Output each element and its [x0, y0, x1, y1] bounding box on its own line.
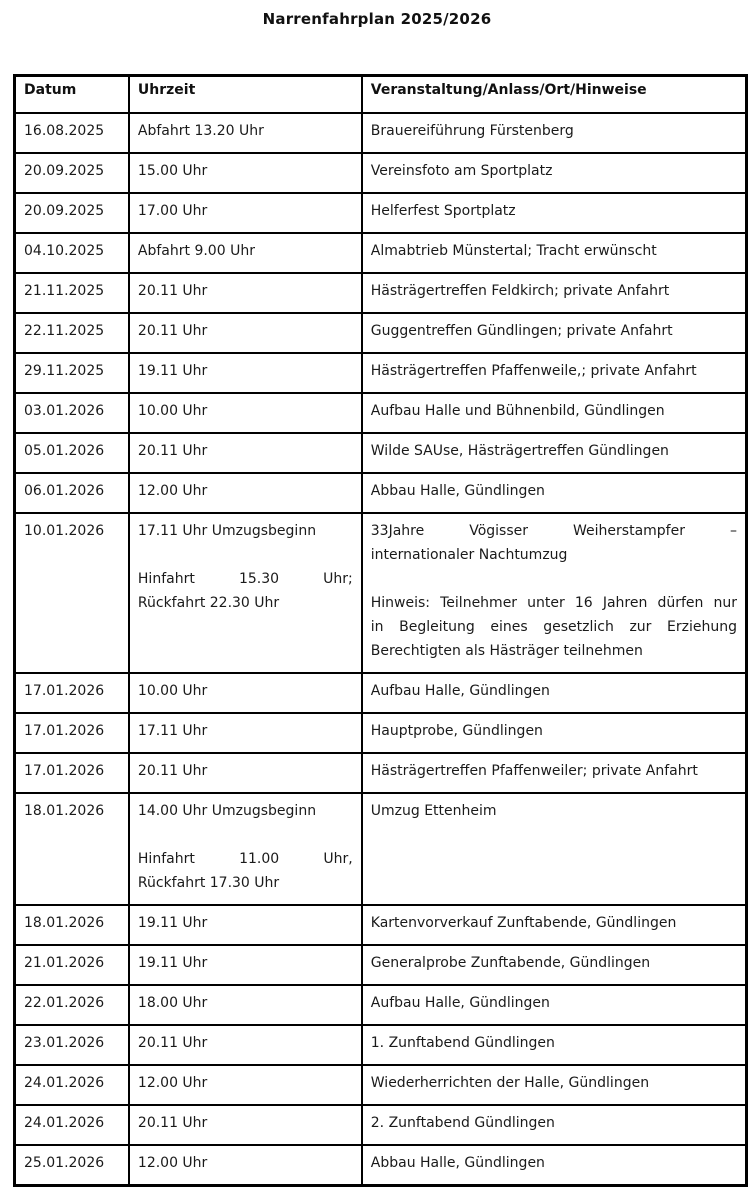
cell-line: Generalprobe Zunftabende, Gündlingen	[370, 955, 651, 971]
cell-line: 16.08.2025	[24, 123, 105, 139]
cell-uhrzeit	[129, 193, 362, 233]
cell-line: Almabtrieb Münstertal; Tracht erwünscht	[370, 243, 657, 259]
cell-veranstaltung	[362, 353, 747, 393]
table-row	[15, 713, 747, 753]
cell-line: 19.11 Uhr	[137, 363, 208, 379]
cell-uhrzeit	[129, 793, 362, 905]
cell-uhrzeit	[129, 473, 362, 513]
header-datum: Datum	[15, 76, 129, 114]
cell-datum	[15, 945, 129, 985]
cell-veranstaltung	[362, 273, 747, 313]
table-row	[15, 945, 747, 985]
cell-uhrzeit	[129, 713, 362, 753]
cell-veranstaltung	[362, 673, 747, 713]
cell-line: Helferfest Sportplatz	[370, 203, 516, 219]
cell-line: 03.01.2026	[24, 403, 105, 419]
table-row	[15, 1145, 747, 1186]
table-row	[15, 313, 747, 353]
cell-line: Abfahrt 13.20 Uhr	[137, 123, 264, 139]
table-row	[15, 433, 747, 473]
cell-veranstaltung	[362, 153, 747, 193]
cell-line: 17.11 Uhr	[137, 723, 208, 739]
cell-line: Umzug Ettenheim	[370, 803, 497, 819]
cell-uhrzeit	[129, 753, 362, 793]
cell-veranstaltung	[362, 793, 747, 905]
cell-line: 19.11 Uhr	[137, 955, 208, 971]
cell-uhrzeit	[129, 905, 362, 945]
cell-uhrzeit	[129, 945, 362, 985]
cell-veranstaltung	[362, 473, 747, 513]
cell-line: internationaler Nachtumzug	[370, 547, 568, 563]
cell-line: 21.01.2026	[24, 955, 105, 971]
cell-line: Guggentreffen Gündlingen; private Anfahrt	[370, 323, 673, 339]
cell-line: 22.11.2025	[24, 323, 105, 339]
cell-uhrzeit	[129, 313, 362, 353]
cell-line	[138, 543, 353, 567]
cell-line: 18.00 Uhr	[137, 995, 208, 1011]
cell-veranstaltung	[362, 713, 747, 753]
cell-line: 21.11.2025	[24, 283, 105, 299]
cell-datum	[15, 113, 129, 153]
cell-line	[371, 567, 737, 591]
cell-veranstaltung	[362, 113, 747, 153]
cell-veranstaltung	[362, 313, 747, 353]
cell-line: 20.11 Uhr	[137, 323, 208, 339]
cell-line: Hauptprobe, Gündlingen	[370, 723, 543, 739]
cell-uhrzeit	[129, 1105, 362, 1145]
cell-line: 17.00 Uhr	[137, 203, 208, 219]
cell-line: 14.00 Uhr Umzugsbeginn	[137, 803, 317, 819]
schedule-table	[13, 74, 748, 1187]
cell-datum	[15, 905, 129, 945]
cell-uhrzeit	[129, 353, 362, 393]
table-row	[15, 473, 747, 513]
cell-line: Abbau Halle, Gündlingen	[370, 1155, 545, 1171]
cell-uhrzeit	[129, 273, 362, 313]
cell-line: 17.01.2026	[24, 683, 105, 699]
table-row	[15, 753, 747, 793]
cell-line: 29.11.2025	[24, 363, 105, 379]
cell-uhrzeit	[129, 153, 362, 193]
table-row	[15, 273, 747, 313]
cell-veranstaltung	[362, 753, 747, 793]
cell-line	[138, 823, 353, 847]
cell-datum	[15, 513, 129, 673]
cell-line: 10.01.2026	[24, 523, 105, 539]
cell-line: 12.00 Uhr	[137, 1075, 208, 1091]
cell-veranstaltung	[362, 945, 747, 985]
cell-line: 04.10.2025	[24, 243, 105, 259]
cell-uhrzeit	[129, 393, 362, 433]
cell-veranstaltung	[362, 905, 747, 945]
cell-line: Aufbau Halle und Bühnenbild, Gündlingen	[370, 403, 665, 419]
cell-line: 12.00 Uhr	[137, 1155, 208, 1171]
header-uhrzeit: Uhrzeit	[129, 76, 362, 114]
cell-line: Vereinsfoto am Sportplatz	[370, 163, 553, 179]
cell-line: 20.09.2025	[24, 163, 105, 179]
table-row	[15, 153, 747, 193]
cell-uhrzeit	[129, 113, 362, 153]
cell-line: 06.01.2026	[24, 483, 105, 499]
cell-datum	[15, 1105, 129, 1145]
cell-line: 10.00 Uhr	[137, 683, 208, 699]
table-row	[15, 113, 747, 153]
cell-line: Abbau Halle, Gündlingen	[370, 483, 545, 499]
cell-uhrzeit	[129, 985, 362, 1025]
cell-line: 20.11 Uhr	[137, 283, 208, 299]
schedule-table-body	[15, 113, 747, 1186]
cell-datum	[15, 153, 129, 193]
cell-veranstaltung	[362, 513, 747, 673]
table-row	[15, 193, 747, 233]
cell-datum	[15, 433, 129, 473]
cell-line: Kartenvorverkauf Zunftabende, Gündlingen	[370, 915, 677, 931]
cell-datum	[15, 753, 129, 793]
cell-veranstaltung	[362, 233, 747, 273]
table-row	[15, 233, 747, 273]
table-row	[15, 1105, 747, 1145]
cell-line: in Begleitung eines gesetzlich zur Erziehung	[370, 619, 737, 635]
cell-line: Hästrägertreffen Pfaffenweile,; private Anfahrt	[370, 363, 697, 379]
cell-line: 24.01.2026	[24, 1075, 105, 1091]
cell-datum	[15, 473, 129, 513]
cell-line: Hinfahrt 11.00 Uhr,	[137, 851, 353, 867]
cell-line: Hästrägertreffen Feldkirch; private Anfahrt	[370, 283, 670, 299]
schedule-table-header	[15, 76, 747, 114]
cell-uhrzeit	[129, 1145, 362, 1186]
cell-line: 17.01.2026	[24, 763, 105, 779]
cell-uhrzeit	[129, 513, 362, 673]
cell-veranstaltung	[362, 1145, 747, 1186]
cell-line: Rückfahrt 17.30 Uhr	[137, 875, 280, 891]
cell-line: Wiederherrichten der Halle, Gündlingen	[370, 1075, 650, 1091]
cell-uhrzeit	[129, 1025, 362, 1065]
cell-datum	[15, 233, 129, 273]
cell-uhrzeit	[129, 1065, 362, 1105]
cell-line: 33Jahre Vögisser Weiherstampfer –	[370, 523, 737, 539]
cell-line: Hinfahrt 15.30 Uhr;	[137, 571, 353, 587]
cell-veranstaltung	[362, 393, 747, 433]
cell-veranstaltung	[362, 1025, 747, 1065]
cell-line: 20.09.2025	[24, 203, 105, 219]
table-row	[15, 353, 747, 393]
cell-datum	[15, 193, 129, 233]
cell-line: 22.01.2026	[24, 995, 105, 1011]
cell-veranstaltung	[362, 1105, 747, 1145]
cell-line: 15.00 Uhr	[137, 163, 208, 179]
header-veranstaltung: Veranstaltung/Anlass/Ort/Hinweise	[362, 76, 747, 114]
cell-datum	[15, 1065, 129, 1105]
cell-line: 10.00 Uhr	[137, 403, 208, 419]
table-row	[15, 1025, 747, 1065]
table-row	[15, 985, 747, 1025]
cell-line: 17.11 Uhr Umzugsbeginn	[137, 523, 317, 539]
cell-veranstaltung	[362, 985, 747, 1025]
cell-line: Wilde SAUse, Hästrägertreffen Gündlingen	[370, 443, 669, 459]
cell-line: 17.01.2026	[24, 723, 105, 739]
cell-line: 20.11 Uhr	[137, 1035, 208, 1051]
cell-veranstaltung	[362, 433, 747, 473]
cell-line: 05.01.2026	[24, 443, 105, 459]
cell-uhrzeit	[129, 233, 362, 273]
cell-datum	[15, 1025, 129, 1065]
cell-line: 20.11 Uhr	[137, 443, 208, 459]
cell-line: 1. Zunftabend Gündlingen	[370, 1035, 555, 1051]
cell-line: 20.11 Uhr	[137, 1115, 208, 1131]
cell-veranstaltung	[362, 1065, 747, 1105]
cell-line: Abfahrt 9.00 Uhr	[137, 243, 255, 259]
page-title: Narrenfahrplan 2025/2026	[262, 10, 492, 28]
cell-line: 12.00 Uhr	[137, 483, 208, 499]
cell-line: 18.01.2026	[24, 803, 105, 819]
cell-datum	[15, 1145, 129, 1186]
table-row	[15, 1065, 747, 1105]
table-row	[15, 393, 747, 433]
table-row	[15, 793, 747, 905]
table-row	[15, 905, 747, 945]
cell-line: Hästrägertreffen Pfaffenweiler; private Anfahrt	[370, 763, 698, 779]
cell-line: Rückfahrt 22.30 Uhr	[137, 595, 280, 611]
cell-datum	[15, 673, 129, 713]
header-row	[15, 76, 747, 114]
cell-datum	[15, 713, 129, 753]
cell-veranstaltung	[362, 193, 747, 233]
cell-datum	[15, 273, 129, 313]
cell-line: 25.01.2026	[24, 1155, 105, 1171]
cell-uhrzeit	[129, 433, 362, 473]
table-row	[15, 673, 747, 713]
cell-datum	[15, 793, 129, 905]
cell-line: Aufbau Halle, Gündlingen	[370, 995, 550, 1011]
cell-line: 18.01.2026	[24, 915, 105, 931]
cell-datum	[15, 353, 129, 393]
cell-line: Brauereiführung Fürstenberg	[370, 123, 574, 139]
cell-line: Berechtigten als Hästräger teilnehmen	[370, 643, 643, 659]
cell-line: 20.11 Uhr	[137, 763, 208, 779]
cell-datum	[15, 393, 129, 433]
cell-datum	[15, 985, 129, 1025]
cell-datum	[15, 313, 129, 353]
cell-line: Aufbau Halle, Gündlingen	[370, 683, 550, 699]
cell-line: Hinweis: Teilnehmer unter 16 Jahren dürfen nur	[370, 595, 737, 611]
cell-line: 24.01.2026	[24, 1115, 105, 1131]
cell-uhrzeit	[129, 673, 362, 713]
cell-line: 23.01.2026	[24, 1035, 105, 1051]
cell-line: 19.11 Uhr	[137, 915, 208, 931]
table-row	[15, 513, 747, 673]
cell-line: 2. Zunftabend Gündlingen	[370, 1115, 555, 1131]
